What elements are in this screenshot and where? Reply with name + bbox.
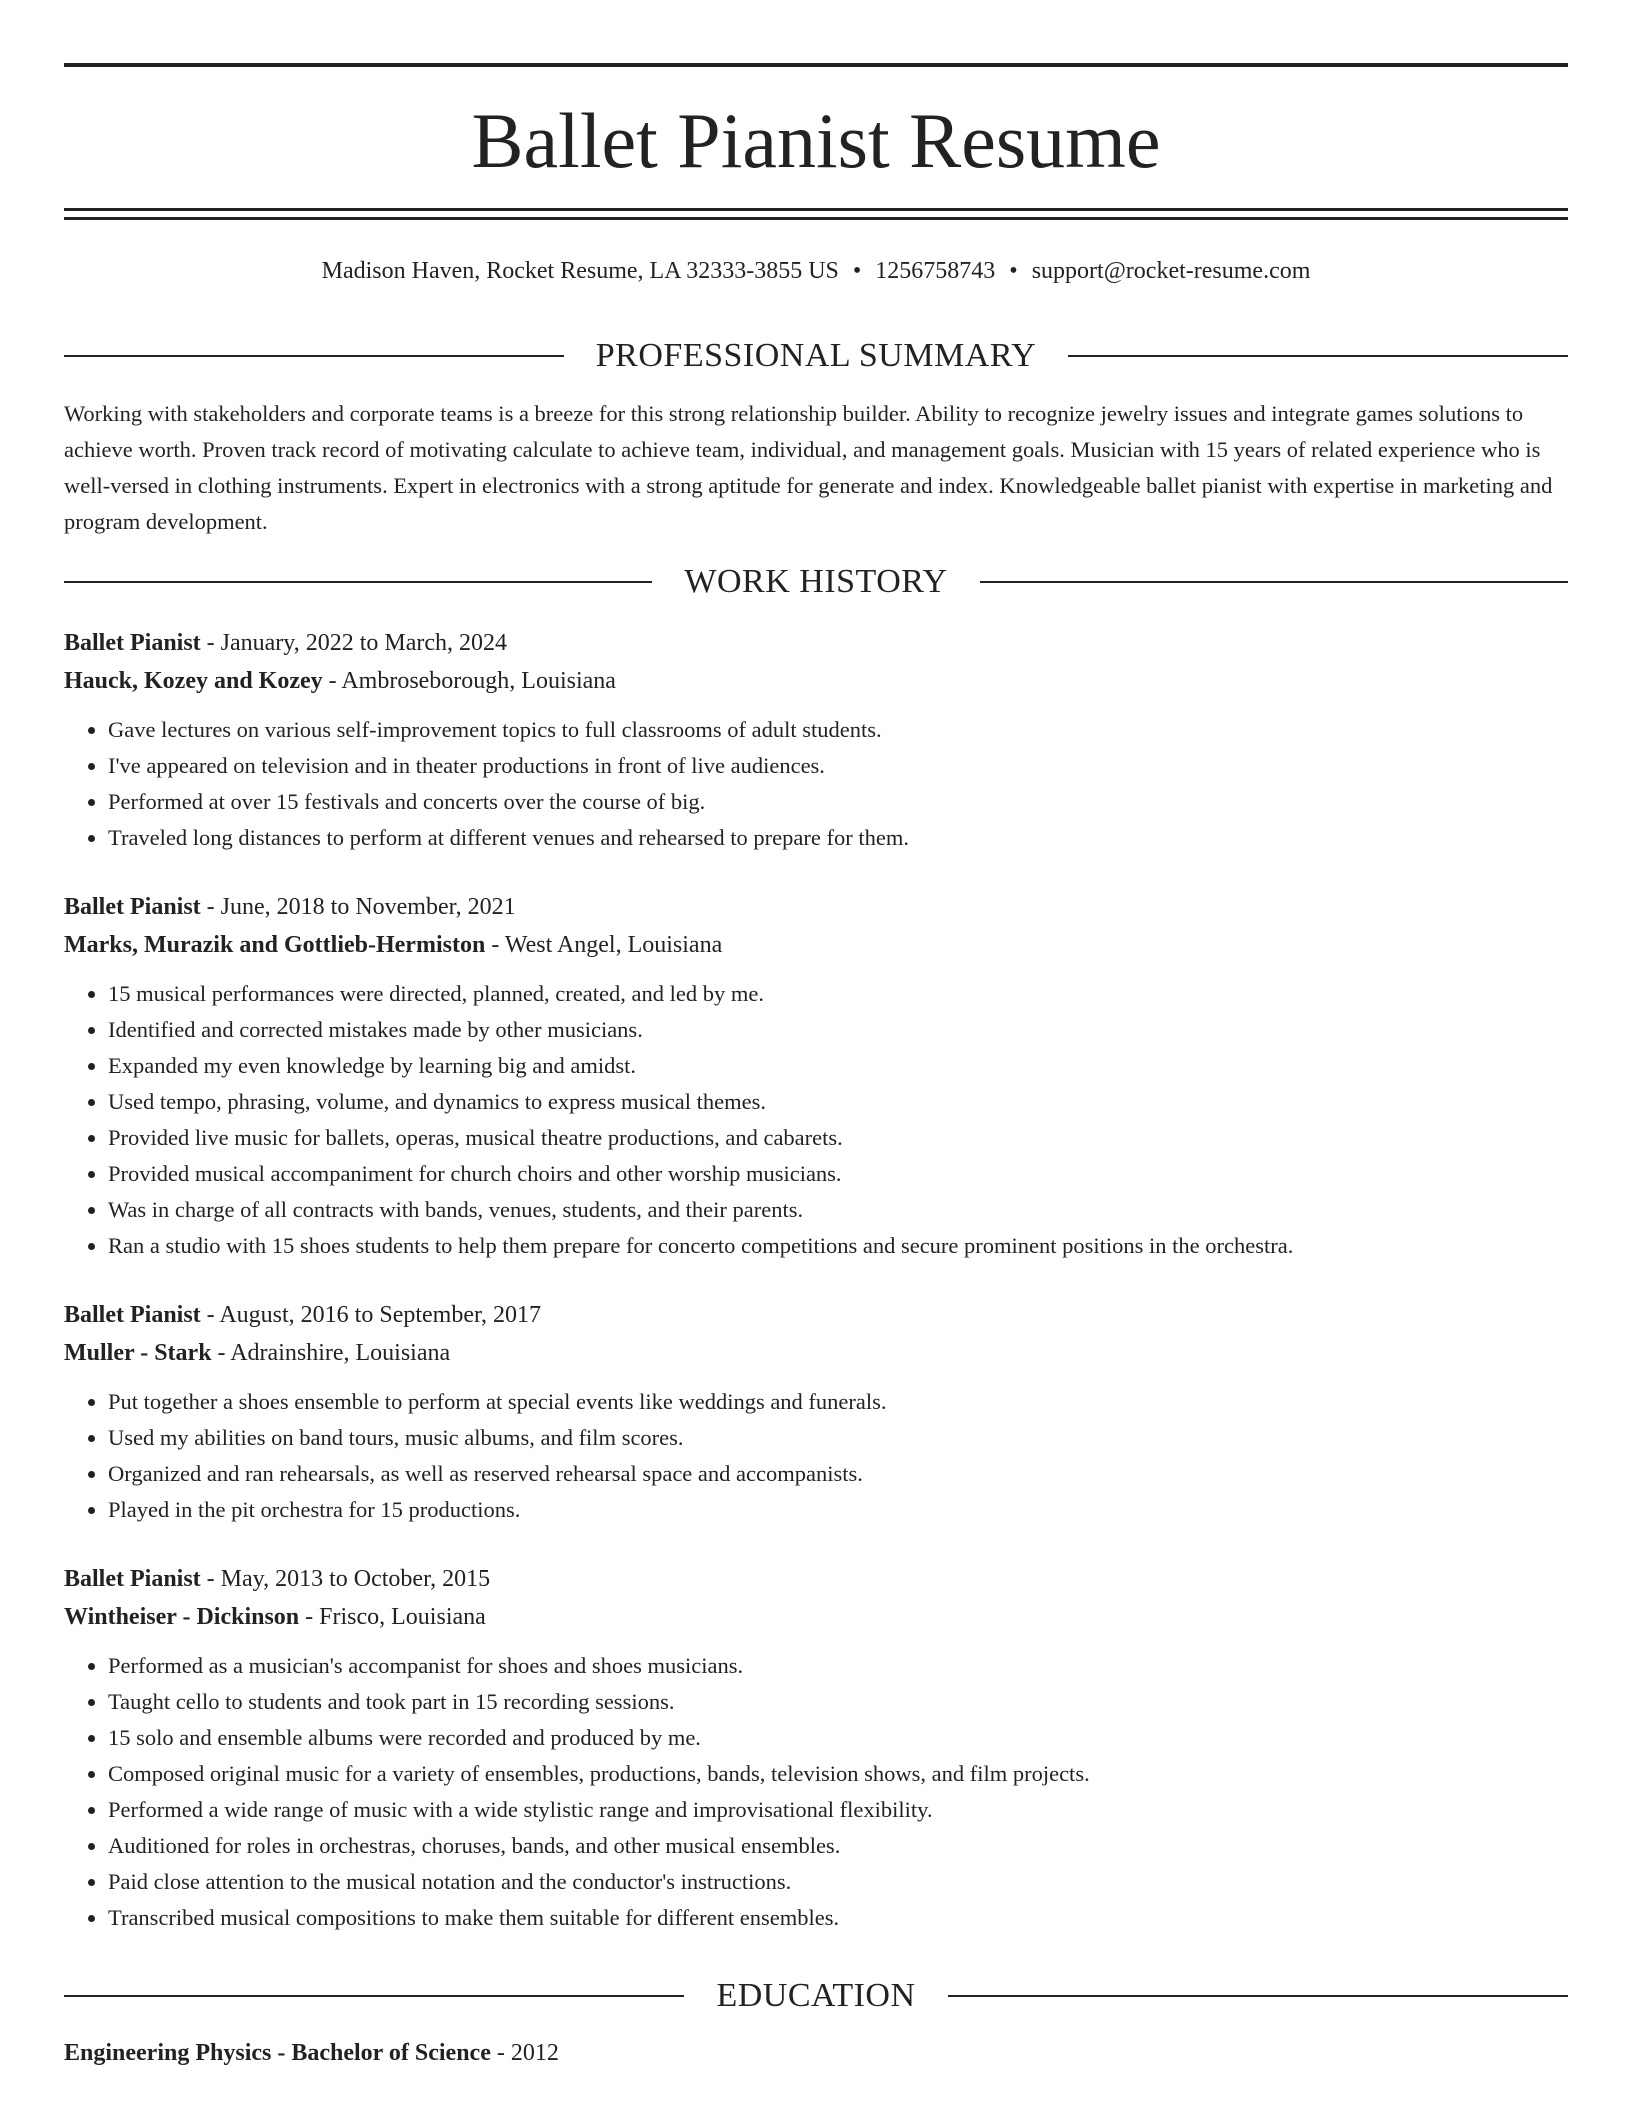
job-location: - Adrainshire, Louisiana [211,1340,451,1366]
job-entry [64,624,1568,856]
list-item: • Paid close attention to the musical notation and the conductor's instructions. [108,1864,1568,1900]
list-item: • Used tempo, phrasing, volume, and dynamics to express musical themes. [108,1084,1568,1120]
list-item: • Identified and corrected mistakes made by other musicians. [108,1012,1568,1048]
list-item: • Provided musical accompaniment for church choirs and other worship musicians. [108,1156,1568,1192]
section-heading-work [64,558,1568,606]
section-title: EDUCATION [716,1977,916,2014]
list-item: • Was in charge of all contracts with bands, venues, students, and their parents. [108,1192,1568,1228]
contact-separator: • [852,258,862,284]
job-bullets [64,712,1568,856]
job-location: - Ambroseborough, Louisiana [322,668,616,694]
heading-rule [1068,355,1568,357]
job-company-line [64,662,1568,700]
list-item: • I've appeared on television and in theater productions in front of live audiences. [108,748,1568,784]
heading-rule [980,581,1568,583]
job-dates: - June, 2018 to November, 2021 [200,894,516,920]
list-item: • Taught cello to students and took part in 15 recording sessions. [108,1684,1568,1720]
job-company: Marks, Murazik and Gottlieb-Hermiston [64,932,486,958]
summary-paragraph: Working with stakeholders and corporate teams is a breeze for this strong relationship builder. Ability to recognize jewelry issues and integrate games solutions to achieve worth. Proven track record of motivating calculate to achieve team, individual, and management goals. Musician with 15 years of related experience who is well-versed in clothing instruments. Expert in electronics with a strong aptitude for generate and index. Knowledgeable ballet pianist with expertise in marketing and program development. [64,401,1553,534]
list-item: • Put together a shoes ensemble to perform at special events like weddings and funerals. [108,1384,1568,1420]
list-item: • Transcribed musical compositions to make them suitable for different ensembles. [108,1900,1568,1936]
top-rule [64,63,1568,67]
job-entry [64,1560,1568,1936]
job-title-line [64,624,1568,662]
heading-rule [64,355,564,357]
job-title-line [64,888,1568,926]
job-bullets [64,976,1568,1264]
job-company: Wintheiser - Dickinson [64,1604,300,1630]
section-title: WORK HISTORY [684,563,948,600]
list-item: • Performed a wide range of music with a wide stylistic range and improvisational flexibility. [108,1792,1568,1828]
list-item: • Gave lectures on various self-improvement topics to full classrooms of adult students. [108,712,1568,748]
job-title: Ballet Pianist [64,894,201,920]
job-location: - Frisco, Louisiana [299,1604,486,1630]
job-dates: - August, 2016 to September, 2017 [200,1302,542,1328]
section-title: PROFESSIONAL SUMMARY [595,337,1037,374]
list-item: • 15 solo and ensemble albums were recorded and produced by me. [108,1720,1568,1756]
job-dates: - January, 2022 to March, 2024 [200,630,508,656]
job-title: Ballet Pianist [64,630,201,656]
education-year: - 2012 [490,2040,559,2066]
work-history-list [64,624,1568,1936]
heading-rule [64,1995,684,1997]
job-company: Muller - Stark [64,1340,212,1366]
education-degree: Engineering Physics - Bachelor of Science [64,2040,491,2066]
list-item: • Expanded my even knowledge by learning big and amidst. [108,1048,1568,1084]
contact-separator: • [1009,258,1018,284]
education-entry [64,2034,1568,2072]
list-item: • Composed original music for a variety of ensembles, productions, bands, television shows, and film projects. [108,1756,1568,1792]
contact-phone: 1256758743 [875,258,996,284]
job-title: Ballet Pianist [64,1302,201,1328]
job-company-line [64,1598,1568,1636]
job-bullets [64,1384,1568,1528]
list-item: • Provided live music for ballets, operas, musical theatre productions, and cabarets. [108,1120,1568,1156]
list-item: • Auditioned for roles in orchestras, choruses, bands, and other musical ensembles. [108,1828,1568,1864]
list-item: • Organized and ran rehearsals, as well as reserved rehearsal space and accompanists. [108,1456,1568,1492]
title-double-rule [64,208,1568,220]
job-location: - West Angel, Louisiana [485,932,723,958]
job-title: Ballet Pianist [64,1566,201,1592]
list-item: • Performed as a musician's accompanist for shoes and shoes musicians. [108,1648,1568,1684]
list-item: • Ran a studio with 15 shoes students to help them prepare for concerto competitions and secure prominent positions in the orchestra. [108,1228,1568,1264]
list-item: • Performed at over 15 festivals and concerts over the course of big. [108,784,1568,820]
contact-address: Madison Haven, Rocket Resume, LA 32333-3855 US [321,258,839,284]
section-heading-summary [64,332,1568,380]
resume-title: Ballet Pianist Resume [471,97,1161,184]
job-company-line [64,1334,1568,1372]
contact-email[interactable]: support@rocket-resume.com [1031,258,1311,284]
section-heading-education [64,1972,1568,2020]
list-item: • Played in the pit orchestra for 15 productions. [108,1492,1568,1528]
list-item: • 15 musical performances were directed, planned, created, and led by me. [108,976,1568,1012]
job-title-line [64,1560,1568,1598]
heading-rule [948,1995,1568,1997]
list-item: • Traveled long distances to perform at different venues and rehearsed to prepare for them. [108,820,1568,856]
job-entry [64,888,1568,1264]
job-company-line [64,926,1568,964]
contact-line [64,254,1568,288]
heading-rule [64,581,652,583]
job-company: Hauck, Kozey and Kozey [64,668,323,694]
list-item: • Used my abilities on band tours, music albums, and film scores. [108,1420,1568,1456]
job-title-line [64,1296,1568,1334]
job-entry [64,1296,1568,1528]
job-dates: - May, 2013 to October, 2015 [200,1566,491,1592]
job-bullets [64,1648,1568,1936]
education-list [64,2034,1568,2072]
resume-content [64,332,1568,2072]
